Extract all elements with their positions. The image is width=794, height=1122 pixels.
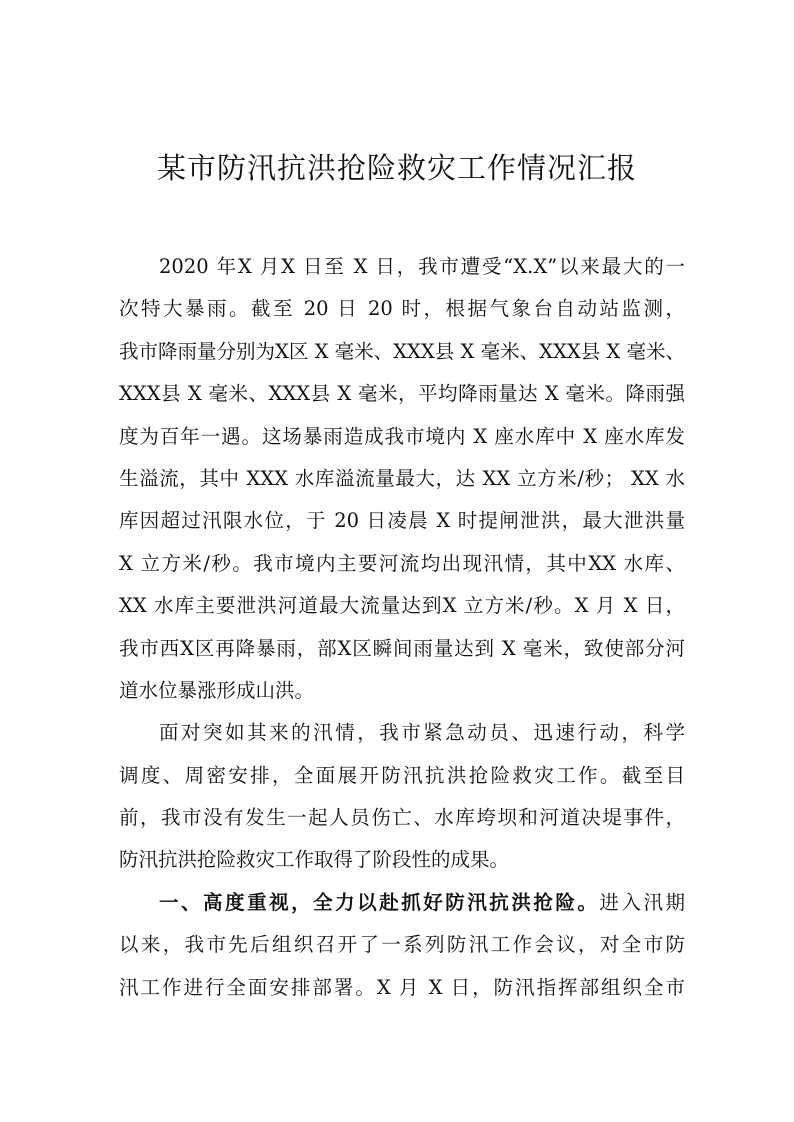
paragraph-line: 调度、周密安排，全面展开防汛抗洪抢险救灾工作。截至目	[119, 763, 685, 787]
paragraph-line: X 立方米/秒。我市境内主要河流均出现汛情，其中XX 水库、	[119, 551, 685, 575]
paragraph-line: 面对突如其来的汛情，我市紧急动员、迅速行动，科学	[159, 721, 685, 745]
paragraph-1	[119, 246, 685, 712]
paragraph-line: XX 水库主要泄洪河道最大流量达到X 立方米/秒。X 月 X 日，	[119, 594, 685, 618]
paragraph-line: 我市降雨量分别为X区 X 毫米、XXX县 X 毫米、XXX县 X 毫米、	[119, 339, 686, 363]
paragraph-2	[119, 712, 685, 882]
paragraph-line: 前，我市没有发生一起人员伤亡、水库垮坝和河道决堤事件，	[119, 806, 685, 830]
document-title: 某市防汛抗洪抢险救灾工作情况汇报	[156, 151, 637, 185]
paragraph-line: 生溢流，其中 XXX 水库溢流量最大，达 XX 立方米/秒； XX 水	[119, 466, 685, 490]
paragraph-line: 道水位暴涨形成山洪。	[119, 678, 315, 702]
paragraph-line: 库因超过汛限水位，于 20 日凌晨 X 时提闸泄洪，最大泄洪量	[119, 509, 685, 533]
document-body	[119, 246, 685, 1009]
paragraph-line	[119, 882, 685, 924]
paragraph-line: 我市西X区再降暴雨，部X区瞬间雨量达到 X 毫米，致使部分河	[119, 636, 685, 660]
paragraph-3	[119, 882, 685, 1009]
paragraph-line: 防汛抗洪抢险救灾工作取得了阶段性的成果。	[119, 848, 510, 872]
paragraph-line: 2020 年X 月X 日至 X 日，我市遭受“X.X”以来最大的一	[159, 255, 685, 278]
section-heading: 一、高度重视，全力以赴抓好防汛抗洪抢险。	[159, 890, 600, 914]
paragraph-line: 次特大暴雨。截至 20 日 20 时，根据气象台自动站监测，	[119, 297, 685, 321]
paragraph-line: 度为百年一遇。这场暴雨造成我市境内 X 座水库中 X 座水库发	[119, 424, 685, 448]
section-heading-rest: 进入汛期	[599, 890, 685, 914]
paragraph-line: 汛工作进行全面安排部署。X 月 X 日，防汛指挥部组织全市	[119, 975, 685, 999]
paragraph-line: 以来，我市先后组织召开了一系列防汛工作会议，对全市防	[119, 933, 685, 957]
paragraph-line: XXX县 X 毫米、XXX县 X 毫米，平均降雨量达 X 毫米。降雨强	[119, 382, 685, 406]
